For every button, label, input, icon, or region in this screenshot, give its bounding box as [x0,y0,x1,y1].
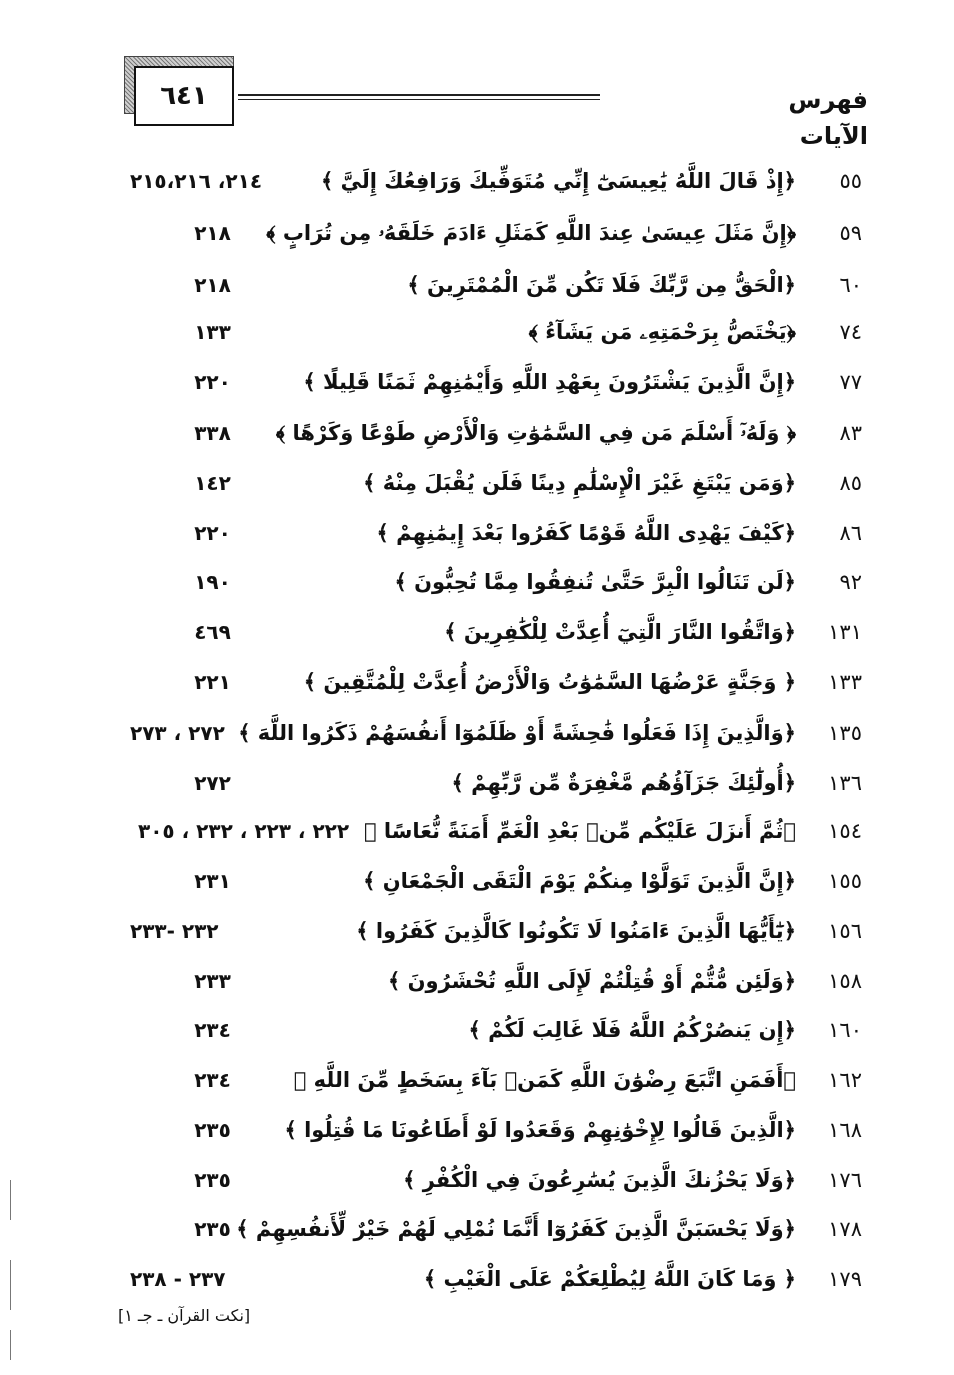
verse-text: ﴿وَالَّذِينَ إِذَا فَعَلُوا فَٰحِشَةً أَوْ ظَلَمُوٓا أَنفُسَهُمْ ذَكَرُوا اللَّهَ ﴾ [238,721,796,745]
list-item [0,1160,954,1200]
verse-text: ﴿يَٰٓأَيُّهَا الَّذِينَ ءَامَنُوا لَا تَكُونُوا كَالَّذِينَ كَفَرُوا ﴾ [356,919,796,943]
list-item [0,1010,954,1050]
page-references: ٢٢٠ [194,370,231,394]
list-item [0,662,954,702]
page-references: ٤٦٩ [194,620,231,644]
verse-text: ﴿ وَلَهُۥٓ أَسْلَمَ مَن فِي السَّمَٰوَٰتِ وَالْأَرْضِ طَوْعًا وَكَرْهًا ﴾ [275,421,796,445]
verse-number: ١٣٦ [828,771,862,795]
page-references: ١٣٣ [194,320,231,344]
verse-text: ﴿ وَجَنَّةٍ عَرْضُهَا السَّمَٰوَٰتُ وَالْأَرْضُ أُعِدَّتْ لِلْمُتَّقِينَ ﴾ [303,670,796,694]
list-item [0,1259,954,1299]
verse-number: ١٥٦ [828,919,862,943]
list-item [0,413,954,453]
verse-number: ٩٢ [839,570,862,594]
list-item [0,861,954,901]
list-item [0,612,954,652]
list-item [0,1209,954,1249]
page-references: ٢٣٥ [194,1168,231,1192]
page-references: ١٩٠ [194,570,231,594]
page-references: ٢٢١ [194,670,231,694]
verse-number: ١٥٥ [828,869,862,893]
page-references: ٢٢٢ ، ٢٢٣ ، ٢٣٢ ، ٣٠٥ [138,819,350,843]
verse-text: ﴿إِذْ قَالَ اللَّهُ يَٰعِيسَىٰٓ إِنِّي مُتَوَفِّيكَ وَرَافِعُكَ إِلَيَّ ﴾ [320,169,796,193]
verse-text: ﴿وَاتَّقُوا النَّارَ الَّتِيٓ أُعِدَّتْ لِلْكَٰفِرِينَ ﴾ [444,620,796,644]
list-item [0,513,954,553]
list-item [0,562,954,602]
verse-text: ﴿إِنَّ الَّذِينَ تَوَلَّوْا مِنكُمْ يَوْمَ الْتَقَى الْجَمْعَانِ ﴾ [363,869,796,893]
verse-text: ﴿أُولَٰٓئِكَ جَزَآؤُهُم مَّغْفِرَةٌ مِّن رَّبِّهِمْ ﴾ [451,771,796,795]
list-item [0,1060,954,1100]
list-item [0,1110,954,1150]
verse-text: ﴿أَفَمَنِ اتَّبَعَ رِضْوَٰنَ اللَّهِ كَمَنۢ بَآءَ بِسَخَطٍ مِّنَ اللَّهِ ﴾ [293,1068,796,1092]
list-item [0,961,954,1001]
verse-text: ﴿إِن يَنصُرْكُمُ اللَّهُ فَلَا غَالِبَ لَكُمْ ﴾ [468,1018,796,1042]
verse-number: ٨٦ [839,521,862,545]
list-item [0,911,954,951]
verse-number: ١٣٥ [828,721,862,745]
verse-text: ﴿وَلَا يَحْسَبَنَّ الَّذِينَ كَفَرُوٓا أَنَّمَا نُمْلِي لَهُمْ خَيْرٌ لِّأَنفُسِهِمْ ﴾ [236,1217,796,1241]
page-number: ٦٤١ [134,66,234,126]
list-item [0,362,954,402]
verse-number: ٥٥ [839,169,862,193]
list-item [0,213,954,253]
page-references: ٢٣٤ [194,1068,231,1092]
list-item [0,312,954,352]
verse-text: ﴿لَن تَنَالُوا الْبِرَّ حَتَّىٰ تُنفِقُوا مِمَّا تُحِبُّونَ ﴾ [394,570,796,594]
verse-number: ٦٠ [839,273,862,297]
list-item [0,713,954,753]
page-references: ٢١٨ [194,221,231,245]
verse-number: ١٥٤ [828,819,862,843]
verse-number: ١٦٢ [828,1068,862,1092]
verse-number: ٨٣ [839,421,862,445]
page-references: ٢٢٠ [194,521,231,545]
verse-text: ﴿وَلَئِن مُّتُّمْ أَوْ قُتِلْتُمْ لَإِلَى اللَّهِ تُحْشَرُونَ ﴾ [387,969,796,993]
verse-text: ﴿وَمَن يَبْتَغِ غَيْرَ الْإِسْلَٰمِ دِينًا فَلَن يُقْبَلَ مِنْهُ ﴾ [363,471,796,495]
verse-text: ﴿إِنَّ مَثَلَ عِيسَىٰ عِندَ اللَّهِ كَمَثَلِ ءَادَمَ خَلَقَهُۥ مِن تُرَابٍ ﴾ [266,221,796,245]
page-references: ٣٣٨ [194,421,231,445]
page-references: ٢٣٤ [194,1018,231,1042]
verse-number: ١٥٨ [828,969,862,993]
page-references: ٢٧٢ [194,771,231,795]
verse-number: ٧٧ [839,370,862,394]
verse-number: ٧٤ [839,320,862,344]
list-item [0,811,954,851]
verse-text: ﴿يَخْتَصُّ بِرَحْمَتِهِۦ مَن يَشَآءُ ﴾ [528,320,796,344]
verse-number: ١٧٦ [828,1168,862,1192]
verse-number: ١٧٩ [828,1267,862,1291]
page-edge-mark [10,1180,11,1220]
page-references: ٢٣١ [194,869,231,893]
verse-number: ٨٥ [839,471,862,495]
page-references: ٢٣٥ [194,1217,231,1241]
page-references: ٢١٤، ٢١٥،٢١٦ [130,169,263,193]
verse-number: ١٣١ [828,620,862,644]
page-edge-mark [10,1330,11,1360]
page-references: ٢١٨ [194,273,231,297]
page-references: ٢٣٥ [194,1118,231,1142]
page-references: ١٤٢ [194,471,231,495]
verse-number: ١٦٨ [828,1118,862,1142]
page-references: ٢٣٢ -٢٣٣ [130,919,219,943]
verse-text: ﴿وَلَا يَحْزُنكَ الَّذِينَ يُسَٰرِعُونَ فِي الْكُفْرِ ﴾ [403,1168,796,1192]
verse-number: ١٣٣ [828,670,862,694]
page-references: ٢٣٧ - ٢٣٨ [130,1267,226,1291]
page-references: ٢٣٣ [194,969,231,993]
page-title: فهرس الآيات [788,86,868,150]
verse-number: ١٦٠ [828,1018,862,1042]
page-edge-mark [10,1260,11,1310]
list-item [0,265,954,305]
verse-text: ﴿إِنَّ الَّذِينَ يَشْتَرُونَ بِعَهْدِ اللَّهِ وَأَيْمَٰنِهِمْ ثَمَنًا قَلِيلًا ﴾ [303,370,796,394]
list-item [0,161,954,201]
list-item [0,463,954,503]
verse-text: ﴿ وَمَا كَانَ اللَّهُ لِيُطْلِعَكُمْ عَلَى الْغَيْبِ ﴾ [423,1267,796,1291]
list-item [0,763,954,803]
verse-number: ٥٩ [839,221,862,245]
verse-text: ﴿ثُمَّ أَنزَلَ عَلَيْكُم مِّنۢ بَعْدِ الْغَمِّ أَمَنَةً نُّعَاسًا ﴾ [363,819,796,843]
verse-text: ﴿كَيْفَ يَهْدِى اللَّهُ قَوْمًا كَفَرُوا بَعْدَ إِيمَٰنِهِمْ ﴾ [376,521,796,545]
verse-text: ﴿الْحَقُّ مِن رَّبِّكَ فَلَا تَكُن مِّنَ الْمُمْتَرِينَ ﴾ [407,273,796,297]
verse-text: ﴿الَّذِينَ قَالُوا لِإِخْوَٰنِهِمْ وَقَعَدُوا لَوْ أَطَاعُونَا مَا قُتِلُوا ﴾ [284,1118,796,1142]
verse-number: ١٧٨ [828,1217,862,1241]
page-references: ٢٧٢ ، ٢٧٣ [130,721,225,745]
footer-note: [نكت القرآن ـ جـ ١] [118,1306,251,1325]
